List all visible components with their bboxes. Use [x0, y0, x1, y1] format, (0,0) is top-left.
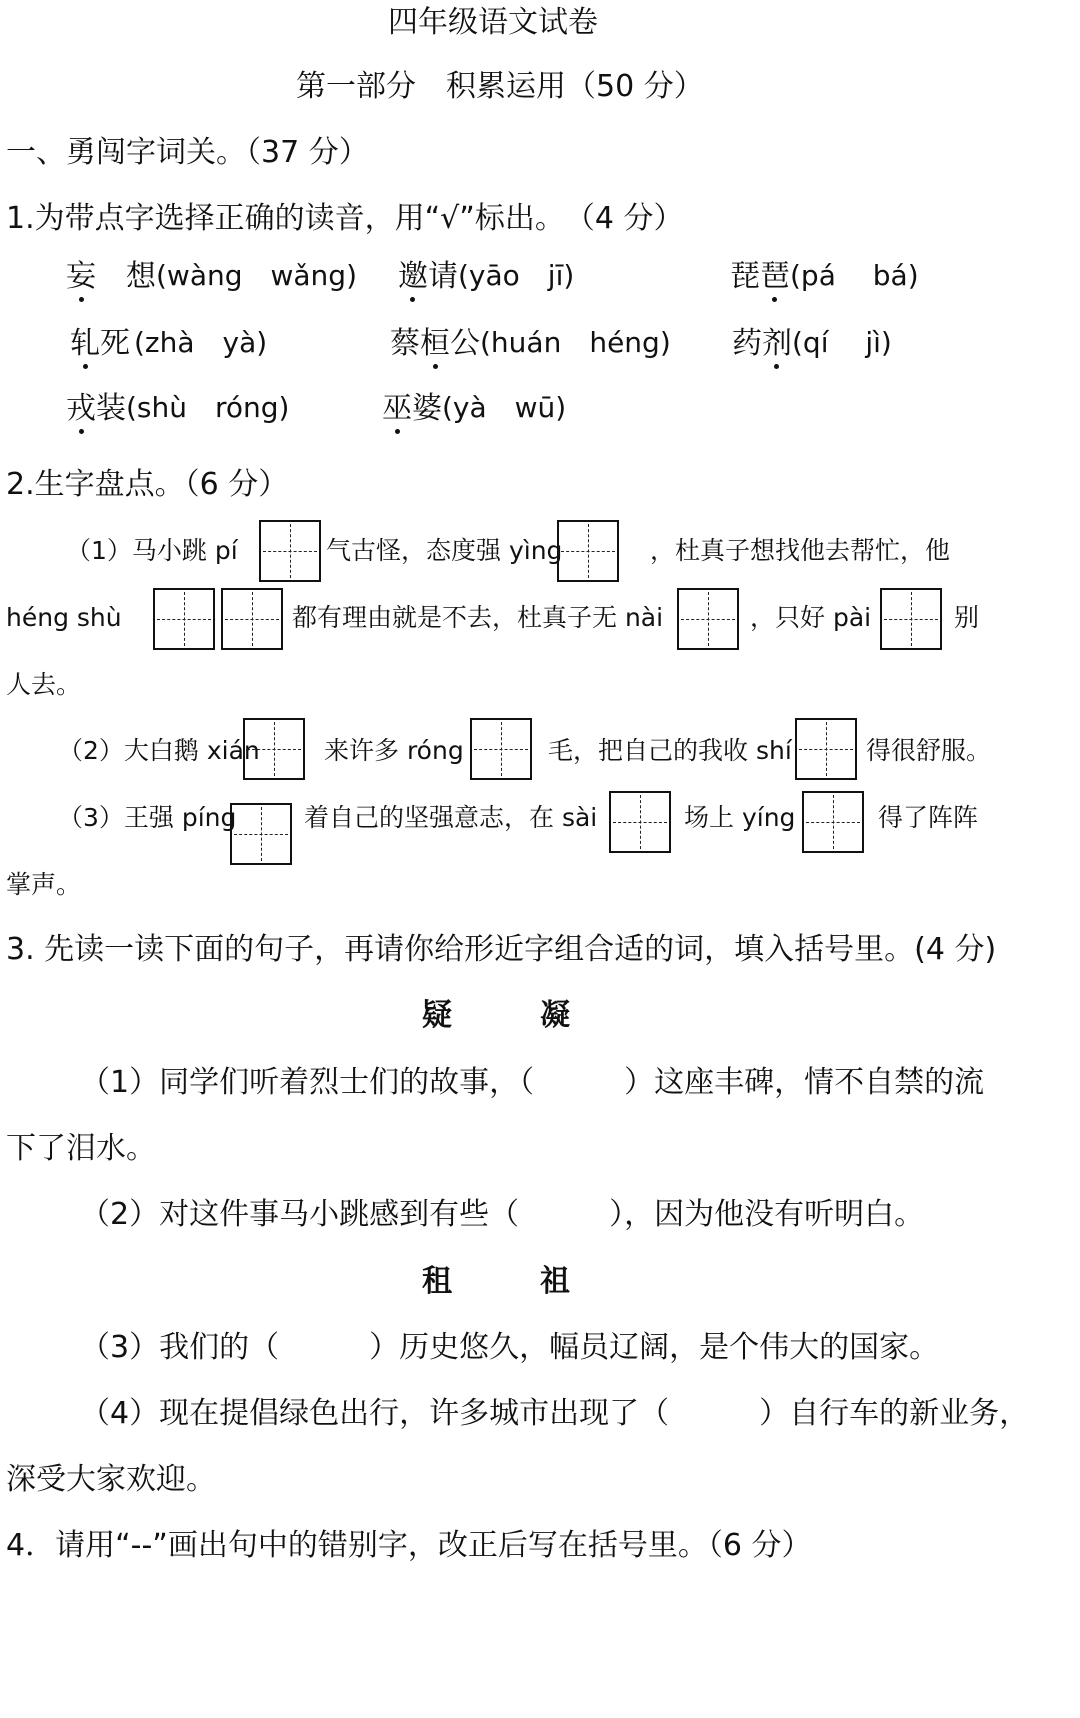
q3-sentence: （3）我们的（ ）历史悠久，幅员辽阔，是个伟大的国家。	[80, 1330, 940, 1365]
q1-item-word: 邀请	[398, 259, 458, 294]
q2-text: 都有理由就是不去，杜真子无 nài	[292, 603, 664, 632]
char-pair-item: 疑	[422, 998, 452, 1033]
question-2-heading: 2.生字盘点。（6 分）	[6, 467, 289, 502]
emphasis-dot	[83, 364, 88, 369]
q1-item-pinyin: (zhà yà)	[134, 326, 268, 359]
q1-item-word: 巫婆	[382, 391, 442, 426]
q2-text: 场上 yíng	[684, 803, 796, 832]
q2-text: héng shù	[6, 603, 122, 632]
q2-text: 人去。	[6, 670, 82, 699]
emphasis-dot	[774, 364, 779, 369]
q1-item-pinyin: (huán héng)	[480, 326, 671, 359]
q1-item-pinyin: (yāo jī)	[458, 259, 575, 292]
writing-box[interactable]	[221, 588, 283, 650]
writing-box[interactable]	[259, 520, 321, 582]
q3-sentence: 下了泪水。	[6, 1131, 156, 1166]
emphasis-dot	[79, 429, 84, 434]
q1-item-word: 药剂	[732, 326, 792, 361]
char-pair-item: 祖	[540, 1264, 570, 1299]
writing-box[interactable]	[795, 718, 857, 780]
q1-item-pinyin: (qí jì)	[792, 326, 892, 359]
q2-text: 毛，把自己的我收 shí	[548, 736, 792, 765]
q1-item-word: 戎装	[66, 391, 126, 426]
emphasis-dot	[433, 364, 438, 369]
char-pair-item: 租	[422, 1264, 452, 1299]
page-title: 四年级语文试卷	[388, 5, 598, 40]
q2-text: 着自己的坚强意志，在 sài	[304, 803, 598, 832]
q1-item-pinyin: (pá bá)	[790, 259, 919, 292]
char-pair-item: 凝	[540, 998, 570, 1033]
question-3-heading: 3. 先读一读下面的句子，再请你给形近字组合适的词，填入括号里。(4 分)	[6, 932, 997, 967]
q3-sentence: （2）对这件事马小跳感到有些（ ），因为他没有听明白。	[80, 1197, 925, 1232]
q2-text: ，杜真子想找他去帮忙，他	[650, 536, 951, 565]
emphasis-dot	[410, 297, 415, 302]
emphasis-dot	[395, 429, 400, 434]
q2-text: 得很舒服。	[866, 736, 992, 765]
question-4-heading: 4．请用“--”画出句中的错别字，改正后写在括号里。（6 分）	[6, 1528, 812, 1563]
q2-text: （2）大白鹅 xián	[58, 736, 260, 765]
q1-item-word: 琵琶	[730, 259, 790, 294]
q2-text: （1）马小跳 pí	[66, 536, 238, 565]
writing-box[interactable]	[677, 588, 739, 650]
q3-sentence: （1）同学们听着烈士们的故事，（ ）这座丰碑，情不自禁的流	[80, 1065, 985, 1100]
writing-box[interactable]	[230, 803, 292, 865]
writing-box[interactable]	[609, 791, 671, 853]
writing-box[interactable]	[557, 520, 619, 582]
q3-sentence: 深受大家欢迎。	[6, 1462, 216, 1497]
emphasis-dot	[772, 297, 777, 302]
q2-text: （3）王强 píng	[58, 803, 237, 832]
q2-text: 别	[954, 603, 980, 632]
q2-text: ，只好 pài	[750, 603, 872, 632]
q1-item-word: 妄 想	[66, 259, 156, 294]
q1-item-pinyin: (shù róng)	[126, 391, 290, 424]
part-title: 第一部分 积累运用（50 分）	[296, 69, 704, 104]
q2-text: 掌声。	[6, 870, 82, 899]
q2-text: 气古怪，态度强 yìng	[326, 536, 563, 565]
q1-item-word: 轧死	[70, 326, 130, 361]
writing-box[interactable]	[470, 718, 532, 780]
q3-sentence: （4）现在提倡绿色出行，许多城市出现了（ ）自行车的新业务，	[80, 1396, 1030, 1431]
question-1-heading: 1.为带点字选择正确的读音，用“√”标出。 （4 分）	[6, 201, 684, 236]
writing-box[interactable]	[802, 791, 864, 853]
q2-text: 得了阵阵	[878, 803, 979, 832]
q1-item-pinyin: (wàng wǎng)	[156, 259, 358, 292]
writing-box[interactable]	[153, 588, 215, 650]
section-heading: 一、勇闯字词关。（37 分）	[6, 135, 369, 170]
emphasis-dot	[79, 297, 84, 302]
writing-box[interactable]	[880, 588, 942, 650]
writing-box[interactable]	[243, 718, 305, 780]
q1-item-pinyin: (yà wū)	[442, 391, 567, 424]
q1-item-word: 蔡桓公	[390, 326, 480, 361]
q2-text: 来许多 róng	[324, 736, 464, 765]
